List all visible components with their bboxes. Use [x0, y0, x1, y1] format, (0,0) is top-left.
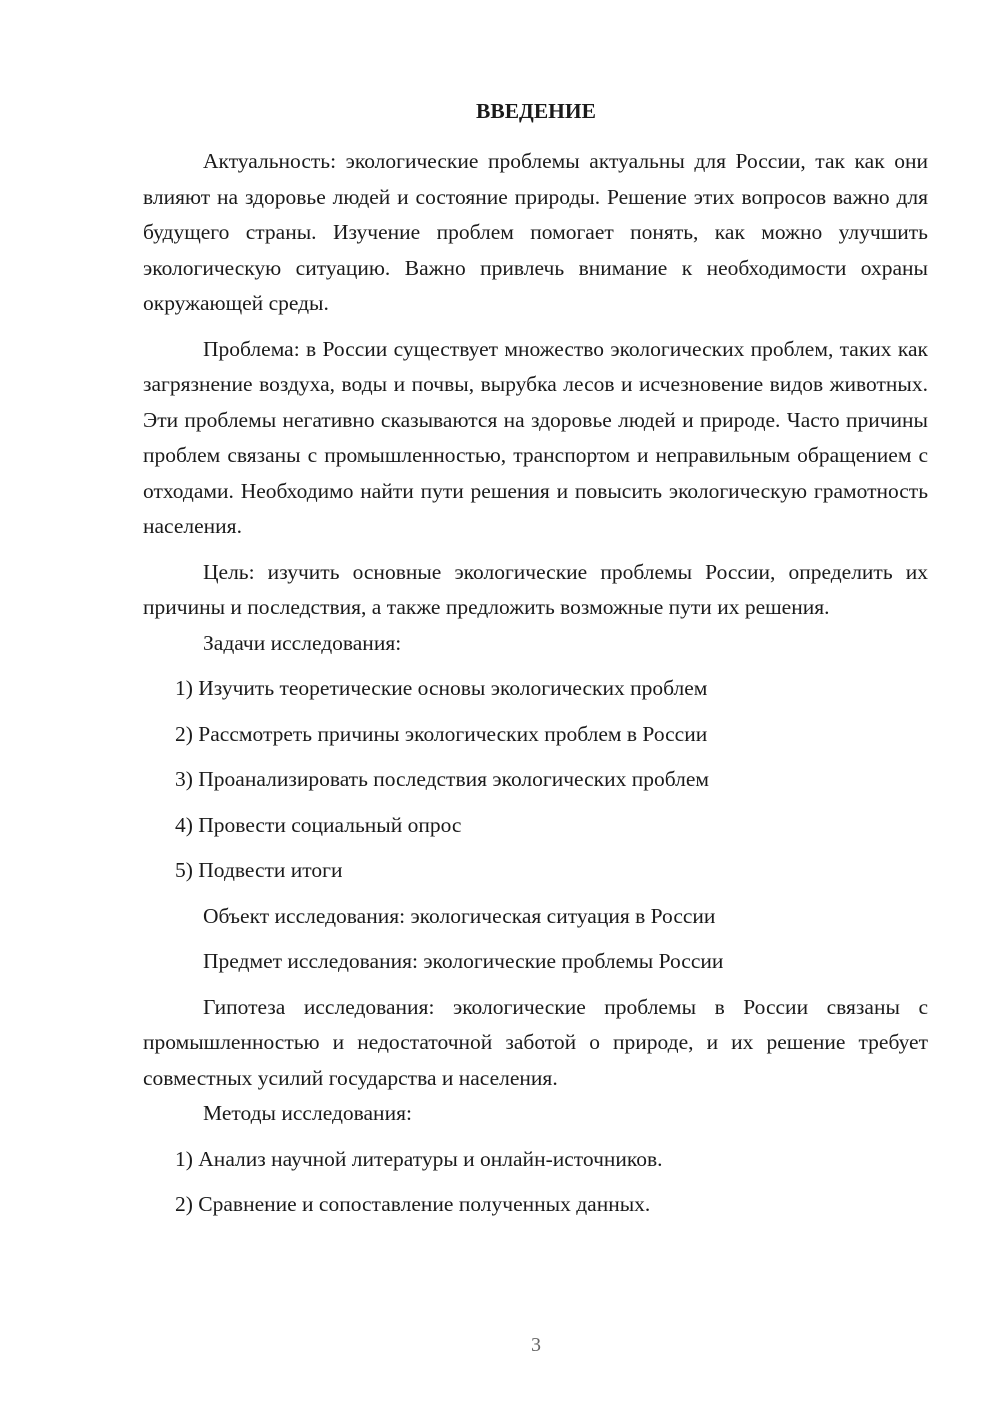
goal-paragraph: Цель: изучить основные экологические проблемы России, определить их причины и последствия, а также предложить возможные пути их решения.	[143, 559, 928, 619]
page-number: 3	[531, 1334, 541, 1356]
task-item-2: 2) Рассмотреть причины экологических проблем в России	[175, 721, 708, 746]
page-title: ВВЕДЕНИЕ	[476, 99, 596, 123]
relevance-paragraph: Актуальность: экологические проблемы актуальны для России, так как они влияют на здоровье людей и состояние природы. Решение этих вопросов важно для будущего страны. Изучение проблем помогает понять, как можно улучшить экологическую ситуацию. Важно привлечь внимание к необходимости охраны окружающей среды.	[143, 149, 928, 315]
document-body	[143, 144, 928, 1223]
research-subject: Предмет исследования: экологические проблемы России	[203, 949, 724, 973]
tasks-heading: Задачи исследования:	[203, 630, 402, 655]
hypothesis-paragraph: Гипотеза исследования: экологические проблемы в России связаны с промышленностью и недостаточной заботой о природе, и их решение требует совместных усилий государства и населения.	[143, 994, 928, 1090]
methods-heading: Методы исследования:	[203, 1101, 412, 1125]
task-item-3: 3) Проанализировать последствия экологических проблем	[175, 767, 710, 791]
method-item-1: 1) Анализ научной литературы и онлайн-источников.	[175, 1146, 663, 1171]
method-item-2: 2) Сравнение и сопоставление полученных данных.	[175, 1192, 651, 1216]
task-item-5: 5) Подвести итоги	[175, 858, 343, 882]
task-item-1: 1) Изучить теоретические основы экологических проблем	[175, 676, 708, 700]
task-item-4: 4) Провести социальный опрос	[175, 812, 462, 837]
problem-paragraph: Проблема: в России существует множество экологических проблем, таких как загрязнение воздуха, воды и почвы, вырубка лесов и исчезновение видов животных. Эти проблемы негативно сказываются на здоровье людей и природе. Часто причины проблем связаны с промышленностью, транспортом и неправильным обращением с отходами. Необходимо найти пути решения и повысить экологическую грамотность населения.	[143, 336, 928, 538]
research-object: Объект исследования: экологическая ситуация в России	[203, 903, 716, 928]
